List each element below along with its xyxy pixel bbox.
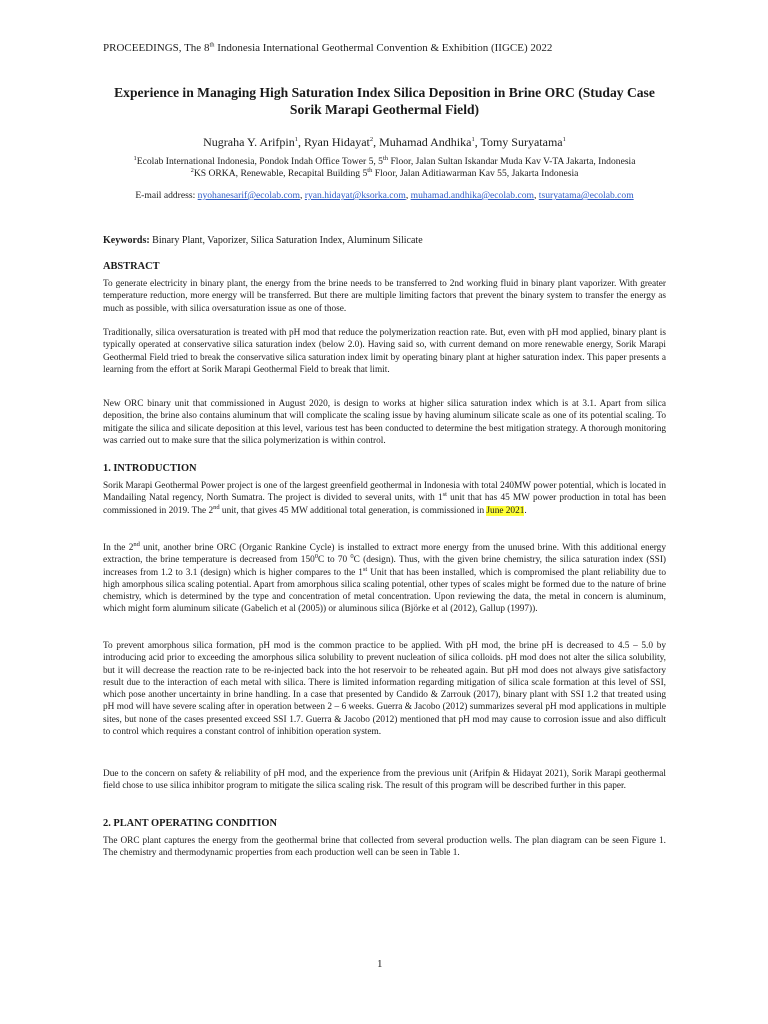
header-sup: th (209, 41, 215, 49)
affiliation-1 (103, 156, 666, 168)
affiliation-sup: th (382, 154, 389, 162)
text-run: unit, that gives 45 MW additional total generation, is commissioned in (219, 505, 487, 516)
header-text-rest: Indonesia International Geothermal Convention & Exhibition (IIGCE) 2022 (214, 42, 553, 54)
author-name: Tomy Suryatama (480, 135, 563, 149)
text-run: C (design). Thus, with the given brine chemistry, the silica saturation index (SSI) increases from 1.2 to 3.1 (design) which is higher compares to the 1 (103, 555, 667, 578)
author-name: Muhamad Andhika (379, 135, 472, 149)
ordinal-sup: nd (213, 503, 220, 511)
paper-title: Experience in Managing High Saturation Index Silica Deposition in Brine ORC (Studay Case Sorik Marapi Geothermal Field) (114, 85, 655, 117)
highlighted-date: June 2021 (486, 505, 525, 516)
keywords (103, 235, 423, 246)
degree-sup: 0 (314, 553, 319, 561)
text-run: C to 70 (318, 555, 351, 566)
author-name: Ryan Hidayat (304, 135, 370, 149)
abstract-paragraph-2: Traditionally, silica oversaturation is treated with pH mod that reduce the polymerization reaction rate. But, even with pH mod applied, binary plant is typically operated at conservative silica saturation index (below 2.0). Having said so, with current demand on more renewable energy, Sorik Marapi Geothermal Field tried to break the conservative silica saturation index limit by operating binary plant at higher saturation index. This paper presents a learning from the effort at Sorik Marapi Geothermal Field to break that limit. (103, 328, 666, 375)
introduction-heading: 1. INTRODUCTION (103, 463, 197, 474)
text-run: unit that has 45 MW power production in total has been commissioned in 2019. The 2 (103, 493, 667, 516)
introduction-paragraph-3: To prevent amorphous silica formation, pH mod is the common practice to be applied. With pH mod, the brine pH is decreased to 4.5 – 5.0 by introducing acid prior to exceeding the amorphous silica solubility to prevent nucleation of silica colloids. pH mod does not alter the silica solubility, but it will decrease the reaction rate to be re-injected back into the hot reservoir to be reheated again. But pH mod does not always give satisfactory result due to the interaction of each metal with silica. There is limited information regarding mitigation of silica scale formation at this level of SSI, which pose another uncertainty in brine handling. In a case that presented by Candido & Zarrouk (2017), binary plant with SSI 1.2 that treated using pH mod will have severe scaling after in operation between 2 – 6 weeks. Guerra & Jacobo (2012) summarizes several pH mod applications in multiple sites, but none of the cases presented exceed SSI 1.7. Guerra & Jacobo (2012) mentioned that pH mod may cause to corrosion issue and also difficult to control which requires a constant control of inhibition operation system. (103, 641, 666, 738)
introduction-paragraph-1 (103, 480, 666, 517)
email-link[interactable]: muhamad.andhika@ecolab.com (410, 190, 534, 201)
affiliation-mark: 1 (133, 154, 137, 162)
author-affil-mark: 1 (471, 136, 475, 143)
author-list (103, 135, 666, 150)
author-sep: , (474, 135, 481, 149)
degree-sup: 0 (350, 553, 354, 561)
text-run: Unit that has been installed, which is compromised the plant reliability due to high amorphous silica scaling potential. Apart from amorphous silica scaling potential, other types of scales might be formed due to the nature of brine chemistry, which is determined by the type and concentration of metal concentration. Upon reviewing the data, the metal in concern is aluminum, which might form aluminum silicate (Gabelich et al (2005)) or aluminous silica (Björke et al (2012), Gallup (1997)). (103, 567, 666, 615)
text-run: Sorik Marapi Geothermal Power project is one of the largest greenfield geothermal in Indonesia with total 240MW power potential, which is located in Mandailing Natal regency, North Sumatra. The project is divided to several units, with 1 (103, 481, 666, 504)
ordinal-sup: nd (133, 540, 140, 548)
text-run: unit, another brine ORC (Organic Rankine Cycle) is installed to extract more energy from the unused brine. With this additional energy extraction, the brine temperature is decreased from 150 (103, 543, 666, 566)
affiliation-text: Ecolab International Indonesia, Pondok Indah Office Tower 5, 5 (136, 156, 383, 167)
affiliation-text-rest: Floor, Jalan Aditiawarman Kav 55, Jakarta Indonesia (372, 168, 579, 179)
keywords-text: Binary Plant, Vaporizer, Silica Saturation Index, Aluminum Silicate (149, 235, 423, 246)
abstract-paragraph-3: New ORC binary unit that commissioned in August 2020, is design to works at higher silica saturation index which is at 3.1. Apart from silica deposition, the brine also contains aluminum that will complicate the scaling issue by having aluminum silicate scale as one of its potential scaling. To mitigate the silica and silicate deposition at this level, various test has been conducted to determine the best mitigation strategy. A thorough monitoring was carried out to make sure that the silica polymerization is within control. (103, 399, 666, 446)
email-link[interactable]: ryan.hidayat@ksorka.com (304, 190, 406, 201)
author-affil-mark: 1 (562, 136, 566, 143)
header-text: PROCEEDINGS, The 8 (103, 42, 210, 54)
affiliation-sup: th (367, 166, 373, 174)
affiliation-text-rest: Floor, Jalan Sultan Iskandar Muda Kav V-TA Jakarta, Indonesia (388, 156, 636, 167)
affiliation-mark: 2 (190, 166, 194, 174)
abstract-paragraph-1: To generate electricity in binary plant, the energy from the brine needs to be transferred to 2nd working fluid in binary plant vaporizer. With greater temperature reduction, more energy will be transferred. But there are multiple limiting factors that prevent the binary system to transfer the energy as much as possible, with silica oversaturation issue as one of those. (103, 279, 666, 314)
text-run: In the 2 (103, 543, 134, 553)
text-run: . (524, 505, 527, 516)
email-addresses: E-mail address: nyohanesarif@ecolab.com, ryan.hidayat@ksorka.com, muhamad.andhika@ecolab.com, tsuryatama@ecolab.com (135, 190, 634, 201)
email-link[interactable]: tsuryatama@ecolab.com (538, 190, 634, 201)
introduction-paragraph-2 (103, 542, 666, 616)
plant-heading: 2. PLANT OPERATING CONDITION (103, 818, 277, 829)
author-sep: , (298, 135, 305, 149)
affiliation-text: KS ORKA, Renewable, Recapital Building 5 (193, 168, 368, 179)
ordinal-sup: st (362, 565, 368, 573)
author-affil-mark: 1 (294, 136, 299, 143)
affiliation-2 (103, 168, 666, 180)
keywords-label: Keywords: (103, 235, 150, 246)
author-sep: , (373, 135, 380, 149)
proceedings-header (103, 42, 666, 54)
author-name: Nugraha Y. Arifpin (203, 135, 295, 149)
ordinal-sup: st (442, 491, 447, 499)
author-affil-mark: 2 (369, 136, 374, 143)
introduction-paragraph-4: Due to the concern on safety & reliability of pH mod, and the experience from the previous unit (Arifpin & Hidayat 2021), Sorik Marapi geothermal field chose to use silica inhibitor program to mitigate the silica scaling risk. The result of this program will be described further in this paper. (103, 769, 666, 792)
page-number: 1 (377, 958, 383, 970)
email-link[interactable]: nyohanesarif@ecolab.com (197, 190, 300, 201)
email-label: E-mail address: (135, 190, 198, 201)
abstract-heading: ABSTRACT (103, 261, 160, 272)
plant-paragraph-1: The ORC plant captures the energy from the geothermal brine that collected from several production wells. The plan diagram can be seen Figure 1. The chemistry and thermodynamic properties from each production well can be seen in Table 1. (103, 836, 666, 859)
